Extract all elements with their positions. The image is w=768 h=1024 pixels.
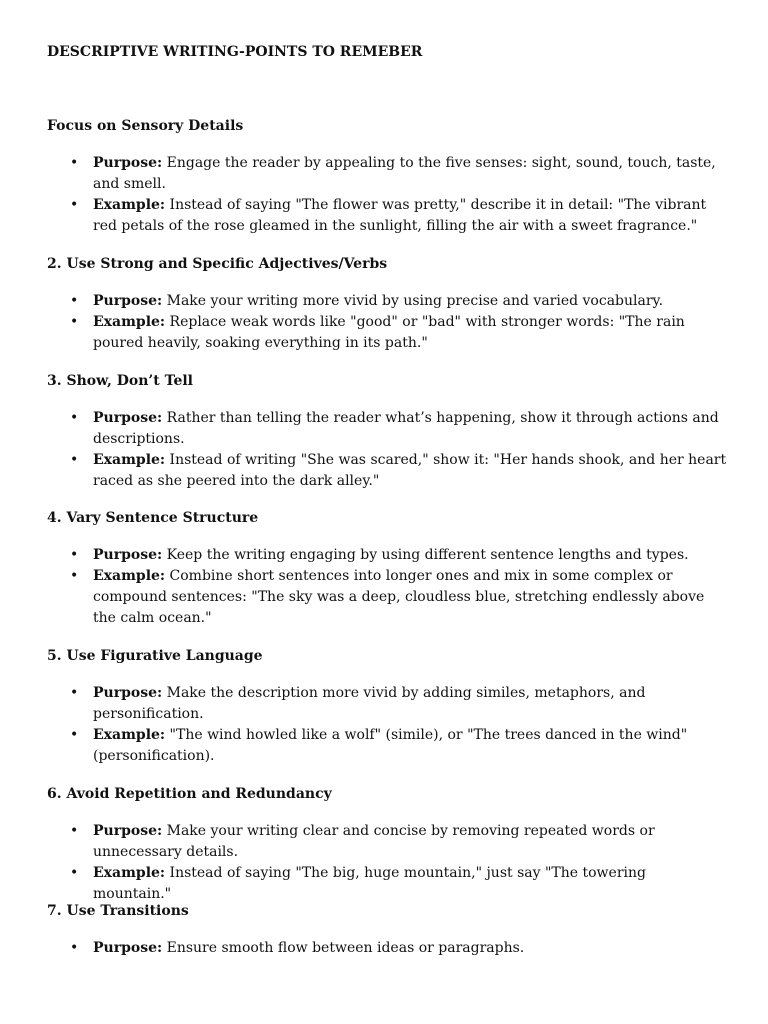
section-heading: 4. Vary Sentence Structure — [47, 510, 259, 526]
bullet-text: Combine short sentences into longer ones and mix in some complex or compound sentences: "The sky was a deep, cloudless blue, stretching endlessly above the calm ocean." — [93, 568, 705, 626]
bullet-list — [47, 683, 727, 767]
bullet-key: Purpose: — [93, 823, 163, 839]
list-item — [47, 312, 727, 354]
bullet-key: Example: — [93, 314, 166, 330]
list-item — [47, 725, 727, 767]
section-heading: 2. Use Strong and Specific Adjectives/Verbs — [47, 256, 388, 272]
list-item — [47, 545, 727, 566]
bullet-text: Instead of saying "The flower was pretty," describe it in detail: "The vibrant red petals of the rose gleamed in the sunlight, filling the air with a sweet fragrance." — [93, 197, 707, 234]
bullet-text: "The wind howled like a wolf" (simile), or "The trees danced in the wind" (personification). — [93, 727, 688, 764]
section-heading: 3. Show, Don’t Tell — [47, 373, 194, 389]
section-transitions — [47, 901, 727, 959]
bullet-text: Instead of writing "She was scared," show it: "Her hands shook, and her heart raced as she peered into the dark alley." — [93, 452, 727, 489]
bullet-text: Make your writing more vivid by using precise and varied vocabulary. — [162, 293, 664, 309]
list-item — [47, 450, 727, 492]
section-avoid-repetition — [47, 784, 727, 905]
section-heading: 7. Use Transitions — [47, 903, 189, 919]
bullet-icon: • — [70, 685, 79, 701]
list-item — [47, 566, 727, 629]
bullet-text: Instead of saying "The big, huge mountain," just say "The towering mountain." — [93, 865, 646, 902]
bullet-key: Purpose: — [93, 685, 163, 701]
bullet-key: Purpose: — [93, 940, 163, 956]
bullet-list — [47, 153, 727, 237]
bullet-key: Purpose: — [93, 155, 163, 171]
bullet-text: Make your writing clear and concise by removing repeated words or unnecessary details. — [93, 823, 655, 860]
section-sensory-details — [47, 116, 727, 237]
bullet-text: Rather than telling the reader what’s happening, show it through actions and descriptions. — [93, 410, 719, 447]
section-adjectives-verbs — [47, 254, 727, 354]
bullet-list — [47, 938, 727, 959]
bullet-text: Make the description more vivid by adding similes, metaphors, and personification. — [93, 685, 646, 722]
bullet-icon: • — [70, 293, 79, 309]
list-item — [47, 408, 727, 450]
bullet-key: Example: — [93, 727, 166, 743]
list-item — [47, 821, 727, 863]
list-item — [47, 863, 727, 905]
bullet-icon: • — [70, 155, 79, 171]
bullet-key: Example: — [93, 865, 166, 881]
bullet-icon: • — [70, 547, 79, 563]
bullet-icon: • — [70, 452, 79, 468]
list-item — [47, 195, 727, 237]
bullet-key: Example: — [93, 568, 166, 584]
section-sentence-structure — [47, 508, 727, 629]
bullet-icon: • — [70, 568, 79, 584]
bullet-text: Replace weak words like "good" or "bad" with stronger words: "The rain poured heavily, soaking everything in its path." — [93, 314, 685, 351]
bullet-key: Purpose: — [93, 410, 163, 426]
list-item — [47, 683, 727, 725]
bullet-key: Example: — [93, 197, 166, 213]
bullet-list — [47, 408, 727, 492]
bullet-icon: • — [70, 727, 79, 743]
bullet-list — [47, 821, 727, 905]
section-figurative-language — [47, 646, 727, 767]
section-heading: 6. Avoid Repetition and Redundancy — [47, 786, 332, 802]
section-show-dont-tell — [47, 371, 727, 492]
bullet-list — [47, 291, 727, 354]
bullet-key: Example: — [93, 452, 166, 468]
bullet-key: Purpose: — [93, 547, 163, 563]
bullet-icon: • — [70, 940, 79, 956]
bullet-text: Keep the writing engaging by using different sentence lengths and types. — [162, 547, 689, 563]
section-heading: Focus on Sensory Details — [47, 118, 244, 134]
bullet-icon: • — [70, 865, 79, 881]
bullet-key: Purpose: — [93, 293, 163, 309]
bullet-icon: • — [70, 197, 79, 213]
bullet-icon: • — [70, 410, 79, 426]
list-item — [47, 938, 727, 959]
list-item — [47, 291, 727, 312]
document-title: DESCRIPTIVE WRITING-POINTS TO REMEBER — [47, 44, 423, 60]
section-heading: 5. Use Figurative Language — [47, 648, 263, 664]
bullet-text: Ensure smooth flow between ideas or paragraphs. — [162, 940, 525, 956]
list-item — [47, 153, 727, 195]
bullet-text: Engage the reader by appealing to the five senses: sight, sound, touch, taste, and smell. — [93, 155, 716, 192]
bullet-icon: • — [70, 823, 79, 839]
bullet-list — [47, 545, 727, 629]
bullet-icon: • — [70, 314, 79, 330]
